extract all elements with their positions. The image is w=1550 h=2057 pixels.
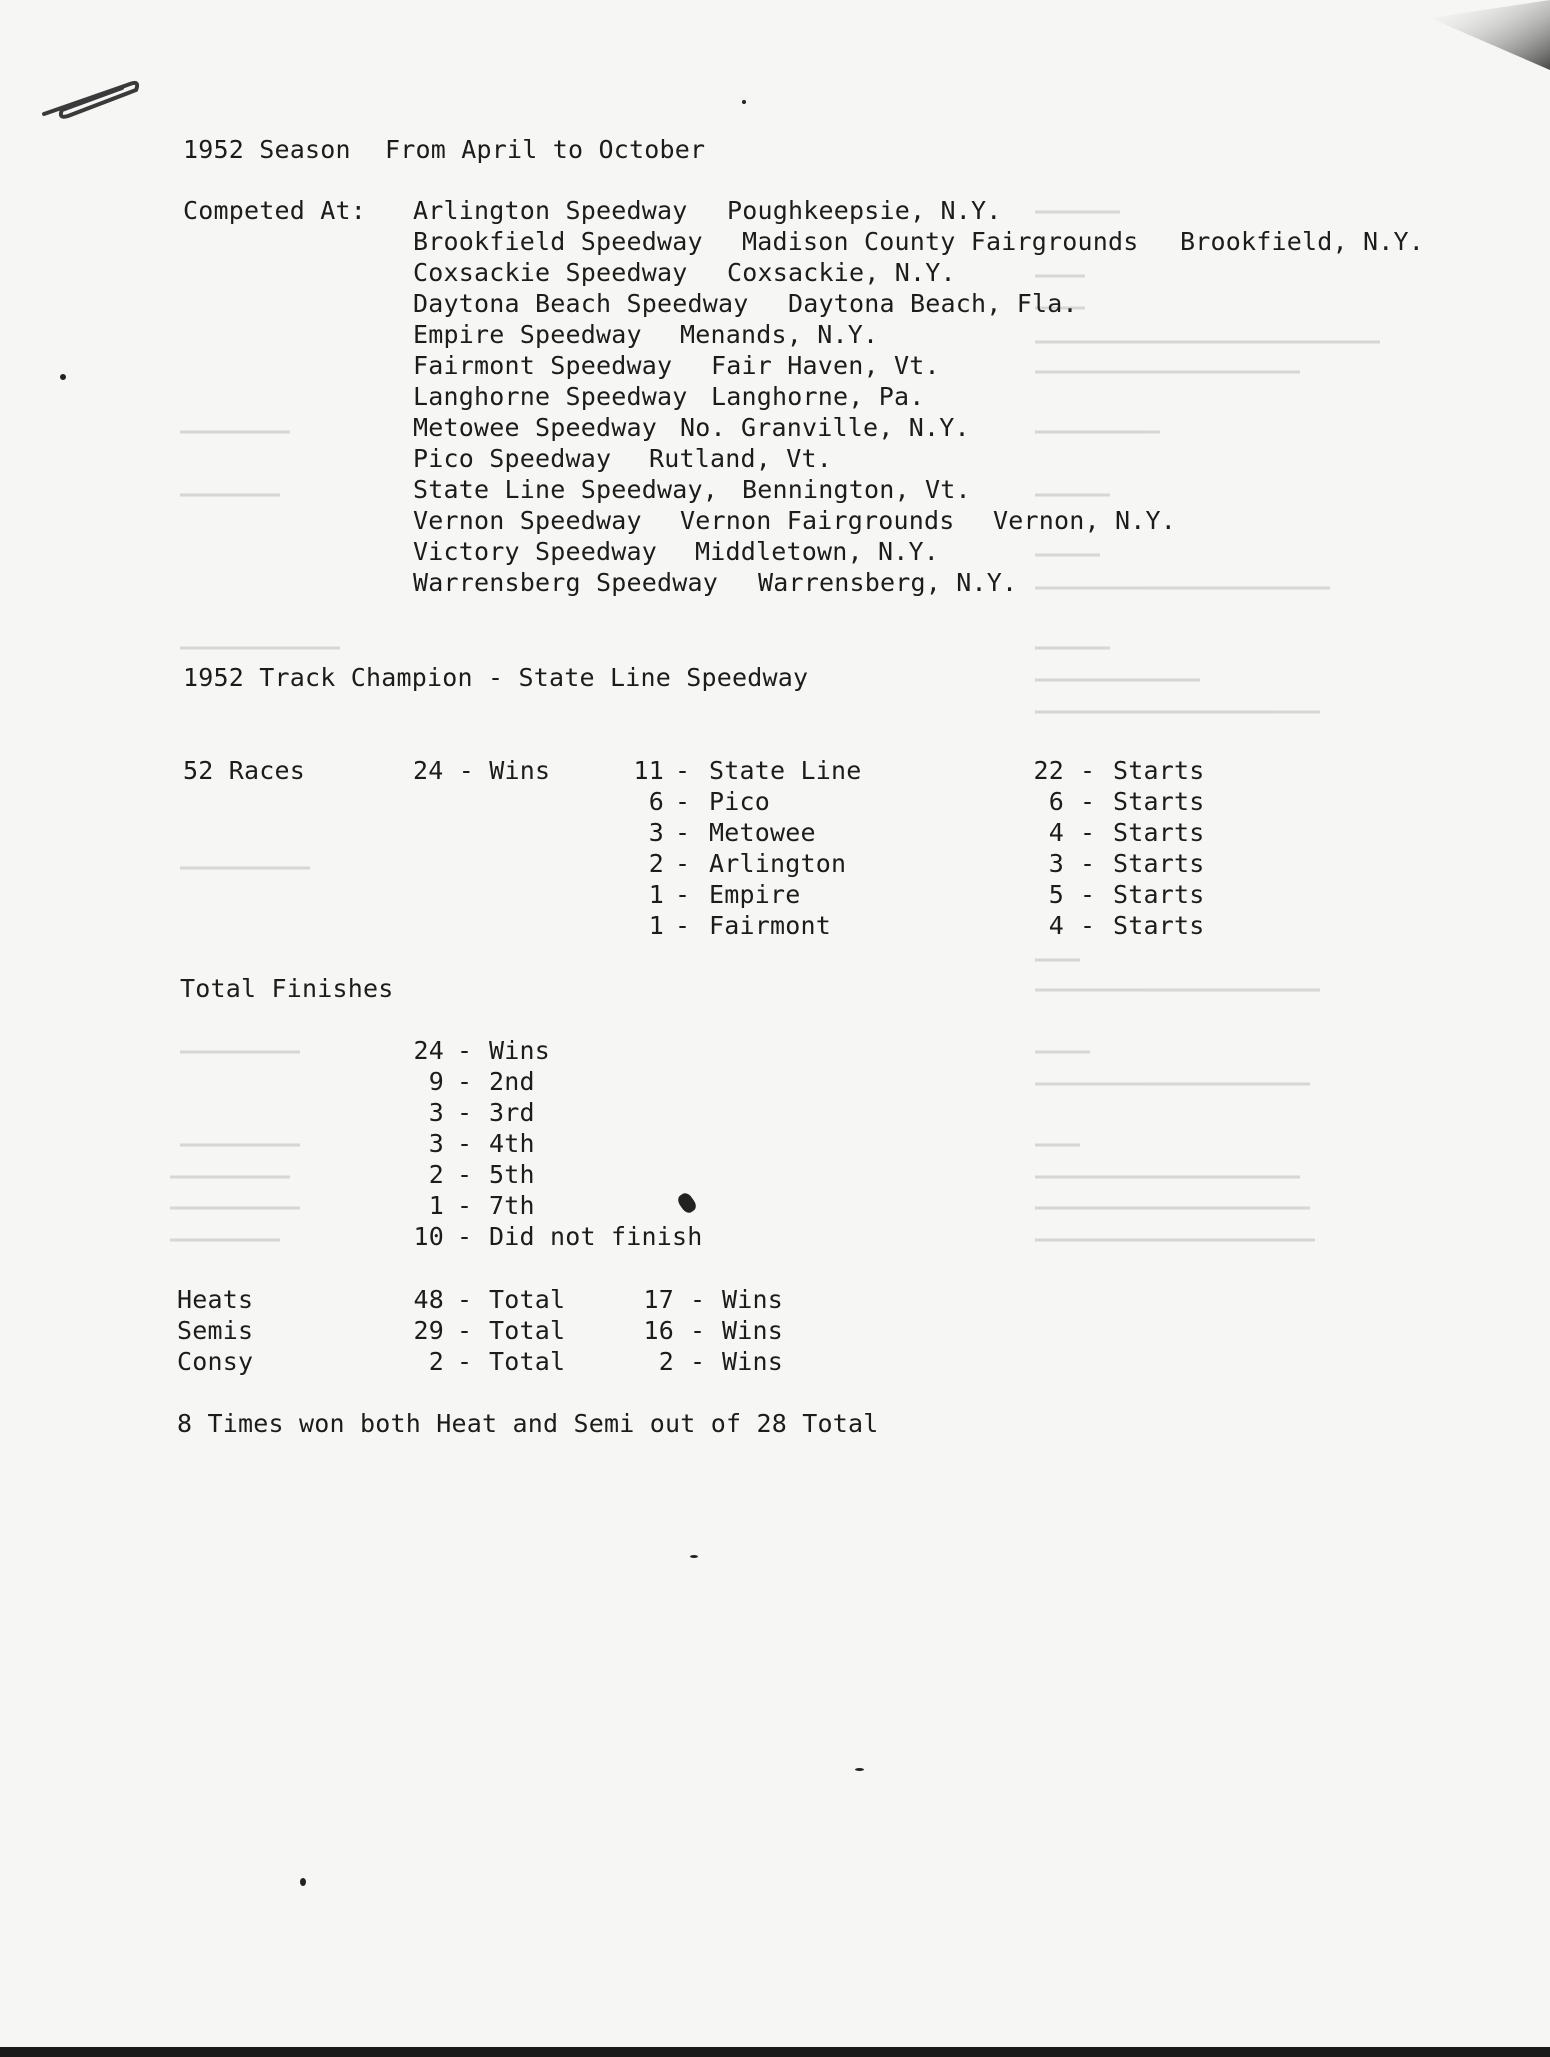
- finish-result: Wins: [489, 1036, 551, 1065]
- event-total: 48: [413, 1285, 444, 1314]
- win-count: 1: [648, 880, 664, 909]
- track-name: Empire Speedway: [413, 320, 642, 349]
- track-name: Langhorne Speedway: [413, 382, 688, 411]
- starts-label: Starts: [1113, 787, 1205, 816]
- win-count: 11: [633, 756, 664, 785]
- finish-count: 24: [413, 1036, 444, 1065]
- track-name: Pico Speedway: [413, 444, 612, 473]
- starts-label: Starts: [1113, 911, 1205, 940]
- event-wins-label: Wins: [722, 1347, 784, 1376]
- track-name: Warrensberg Speedway: [413, 568, 719, 597]
- event-label: Heats: [177, 1285, 254, 1314]
- ink-speck: [742, 100, 746, 104]
- win-count: 2: [648, 849, 664, 878]
- finish-count: 2: [428, 1160, 444, 1189]
- track-name: Daytona Beach Speedway: [413, 289, 749, 318]
- finish-result: 7th: [489, 1191, 535, 1220]
- win-track: Arlington: [709, 849, 847, 878]
- event-wins: 16: [643, 1316, 674, 1345]
- starts-count: 4: [1048, 818, 1064, 847]
- win-track: Empire: [709, 880, 801, 909]
- season-range: From April to October: [385, 135, 706, 164]
- track-extra: Brookfield, N.Y.: [1180, 227, 1425, 256]
- finish-result: 3rd: [489, 1098, 535, 1127]
- finish-result: 2nd: [489, 1067, 535, 1096]
- event-total: 2: [428, 1347, 444, 1376]
- event-wins: 2: [658, 1347, 674, 1376]
- paper-clip-icon: [38, 70, 143, 122]
- track-champion-line: 1952 Track Champion - State Line Speedway: [183, 663, 809, 692]
- event-wins-label: Wins: [722, 1285, 784, 1314]
- win-count: 1: [648, 911, 664, 940]
- starts-label: Starts: [1113, 849, 1205, 878]
- track-name: Brookfield Speedway: [413, 227, 703, 256]
- track-place: No. Granville, N.Y.: [680, 413, 970, 442]
- ink-speck: [60, 374, 66, 380]
- finish-result: 5th: [489, 1160, 535, 1189]
- ink-speck: [300, 1878, 306, 1886]
- races-total-label: 52 Races: [183, 756, 306, 785]
- track-place: Warrensberg, N.Y.: [758, 568, 1018, 597]
- ink-speck: [690, 1555, 698, 1558]
- starts-count: 4: [1048, 911, 1064, 940]
- event-label: Semis: [177, 1316, 254, 1345]
- races-wins: 24 - Wins: [413, 756, 551, 785]
- starts-label: Starts: [1113, 756, 1205, 785]
- track-name: Coxsackie Speedway: [413, 258, 688, 287]
- track-place: Coxsackie, N.Y.: [727, 258, 956, 287]
- event-label: Consy: [177, 1347, 254, 1376]
- starts-count: 6: [1048, 787, 1064, 816]
- ink-speck: [855, 1768, 864, 1771]
- track-place: Langhorne, Pa.: [711, 382, 925, 411]
- starts-count: 5: [1048, 880, 1064, 909]
- track-place: Middletown, N.Y.: [695, 537, 940, 566]
- win-track: Pico: [709, 787, 771, 816]
- starts-label: Starts: [1113, 880, 1205, 909]
- win-count: 6: [648, 787, 664, 816]
- finish-count: 9: [428, 1067, 444, 1096]
- track-name: Vernon Speedway: [413, 506, 642, 535]
- track-place: Bennington, Vt.: [742, 475, 971, 504]
- track-place: Rutland, Vt.: [649, 444, 833, 473]
- win-track: Fairmont: [709, 911, 832, 940]
- finish-result: 4th: [489, 1129, 535, 1158]
- track-extra: Vernon, N.Y.: [993, 506, 1177, 535]
- track-place: Vernon Fairgrounds: [680, 506, 955, 535]
- page-corner-shadow: [1430, 0, 1550, 70]
- event-total-label: Total: [489, 1316, 566, 1345]
- track-place: Daytona Beach, Fla.: [788, 289, 1078, 318]
- track-name: Arlington Speedway: [413, 196, 688, 225]
- track-place: Madison County Fairgrounds: [742, 227, 1139, 256]
- event-total-label: Total: [489, 1347, 566, 1376]
- win-track: Metowee: [709, 818, 816, 847]
- track-name: Metowee Speedway: [413, 413, 658, 442]
- event-total: 29: [413, 1316, 444, 1345]
- starts-count: 22: [1033, 756, 1064, 785]
- starts-count: 3: [1048, 849, 1064, 878]
- scan-bottom-edge: [0, 2047, 1550, 2057]
- win-count: 3: [648, 818, 664, 847]
- document-page: 1952 Season From April to October Competed At: Arlington Speedway Poughkeepsie, N.Y. Brookfield Speedway Madison County Fairgrounds Brookfield, N.Y. Coxsackie Speedway Coxsackie, N.Y. Daytona Beach Speedway Daytona Beach, Fla. Empire Speedway Menands, N.Y. Fairmont Speedway Fair Haven, Vt. Langhorne Speedway Langhorne, Pa. Metowee Speedway No. Granville, N.Y. Pico Speedway Rutland, Vt. State Line Speedway, Bennington, Vt. Vernon Speedway Vernon Fairgrounds Vernon, N.Y. Victory Speedway Middletown, N.Y. Warrensberg Speedway Warrensberg, N.Y. 1952 Track Champion - State Line Speedway 52 Races 24 - Wins 11 - State Line 22 - Starts 6 - Pico 6 - Starts 3 - Metowee 4 - Starts 2 - Arlington 3 - Starts 1 - Empire 5 - Starts 1 - Fairmont 4 - Starts Total Finishes 24 - Wins 9 - 2nd 3 - 3rd 3 - 4th 2 - 5th 1 - 7th 10 - Did not finish Heats 48 - Total 17 - Wins Semis 29 - Total 16 - Wins Consy 2 - Total 2 - Wins 8 Times won both Heat and Semi out of 28 Total: [0, 0, 1550, 2057]
- starts-label: Starts: [1113, 818, 1205, 847]
- competed-at-label: Competed At:: [183, 196, 367, 225]
- finish-count: 1: [428, 1191, 444, 1220]
- track-name: Victory Speedway: [413, 537, 658, 566]
- season-year-label: 1952 Season: [183, 135, 351, 164]
- finish-result: Did not finish: [489, 1222, 703, 1251]
- win-track: State Line: [709, 756, 862, 785]
- footnote: 8 Times won both Heat and Semi out of 28 Total: [177, 1409, 879, 1438]
- track-place: Fair Haven, Vt.: [711, 351, 940, 380]
- track-place: Poughkeepsie, N.Y.: [727, 196, 1002, 225]
- track-name: Fairmont Speedway: [413, 351, 673, 380]
- finish-count: 3: [428, 1098, 444, 1127]
- total-finishes-label: Total Finishes: [180, 974, 394, 1003]
- track-place: Menands, N.Y.: [680, 320, 879, 349]
- event-wins: 17: [643, 1285, 674, 1314]
- finish-count: 3: [428, 1129, 444, 1158]
- event-total-label: Total: [489, 1285, 566, 1314]
- finish-count: 10: [413, 1222, 444, 1251]
- track-name: State Line Speedway,: [413, 475, 719, 504]
- event-wins-label: Wins: [722, 1316, 784, 1345]
